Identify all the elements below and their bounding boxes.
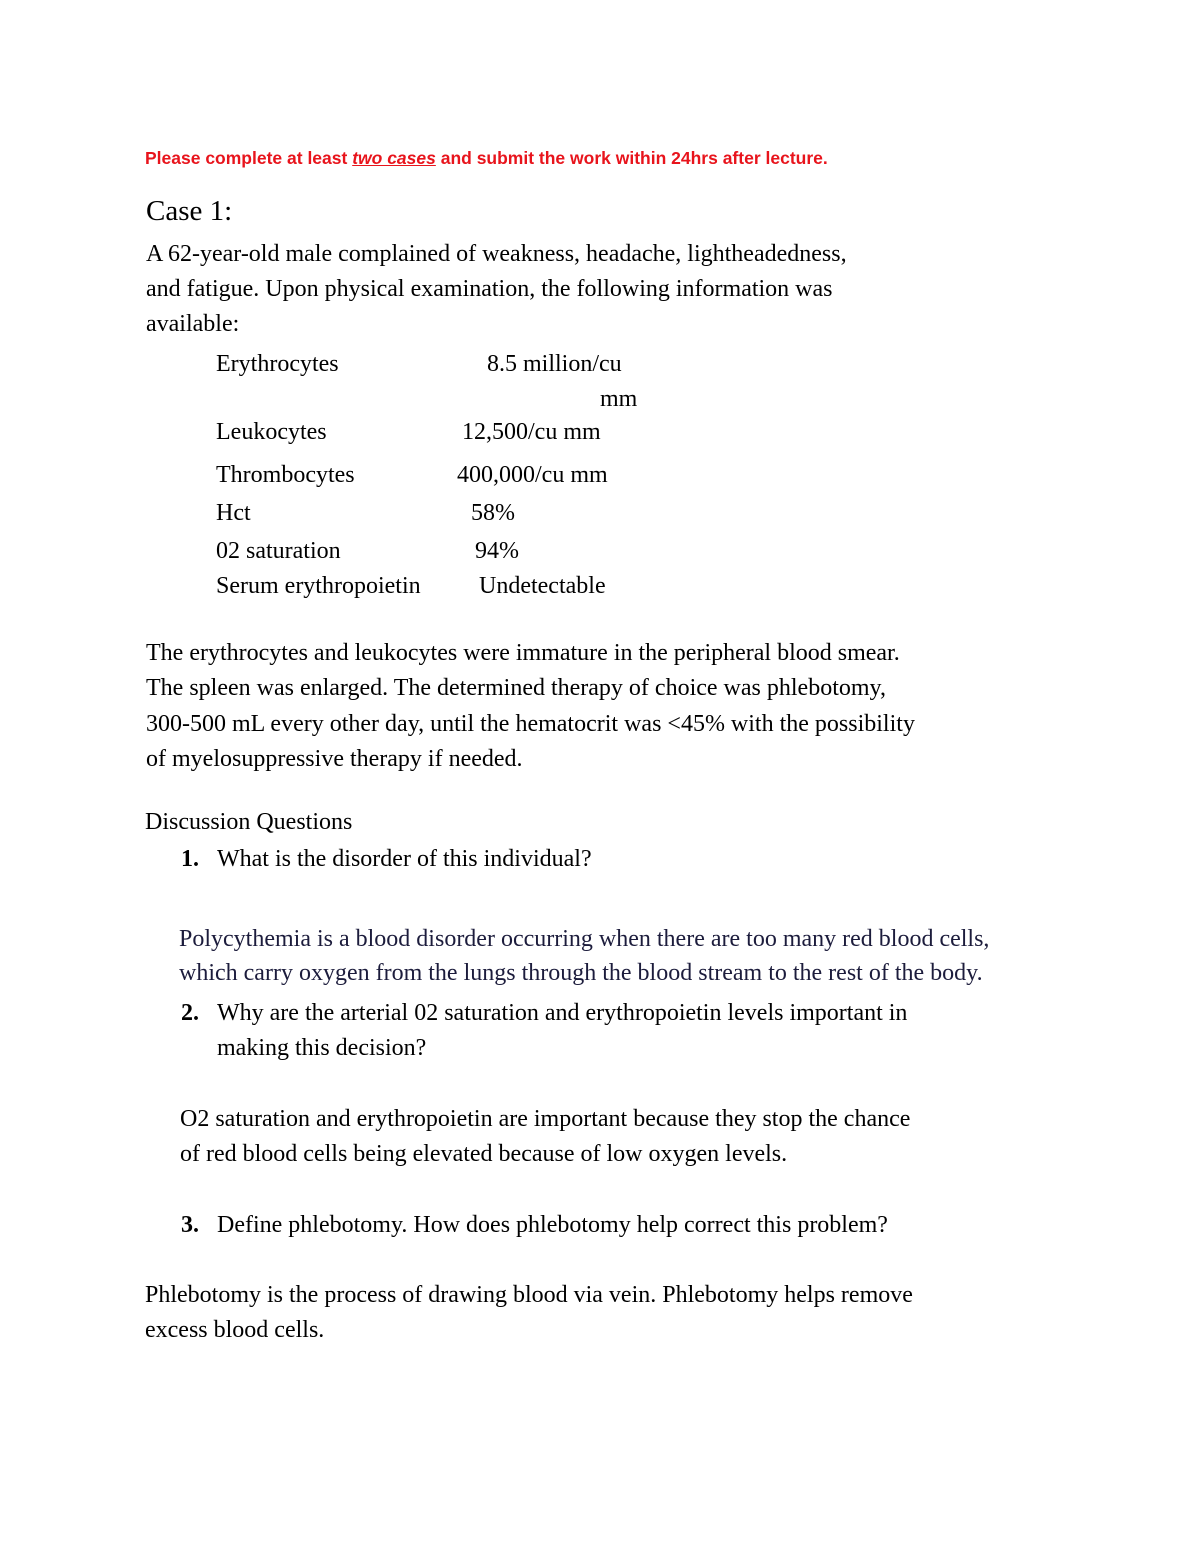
discussion-heading: Discussion Questions — [145, 809, 353, 835]
answer-2-line-2: of red blood cells being elevated because of low oxygen levels. — [180, 1141, 788, 1167]
instruction-note — [145, 146, 828, 170]
question-1-number: 1. — [181, 846, 199, 872]
answer-3-line-2: excess blood cells. — [145, 1317, 325, 1343]
answer-1-line-1: Polycythemia is a blood disorder occurring when there are too many red blood cells, — [179, 926, 990, 952]
lab-name-thrombocytes: Thrombocytes — [216, 462, 355, 488]
lab-name-hct: Hct — [216, 500, 251, 526]
lab-value-thrombocytes: 400,000/cu mm — [457, 462, 608, 488]
lab-name-erythrocytes: Erythrocytes — [216, 351, 339, 377]
lab-name-leukocytes: Leukocytes — [216, 419, 327, 445]
question-2-number: 2. — [181, 1000, 199, 1026]
lab-value-hct: 58% — [471, 500, 515, 526]
lab-name-serum-erythropoietin: Serum erythropoietin — [216, 573, 421, 599]
answer-3-line-1: Phlebotomy is the process of drawing blood via vein. Phlebotomy helps remove — [145, 1282, 913, 1308]
answer-2-line-1: O2 saturation and erythropoietin are important because they stop the chance — [180, 1106, 911, 1132]
lab-name-o2-saturation: 02 saturation — [216, 538, 341, 564]
lab-value-serum-erythropoietin: Undetectable — [479, 573, 606, 599]
lab-value-o2-saturation: 94% — [475, 538, 519, 564]
lab-value-leukocytes: 12,500/cu mm — [462, 419, 601, 445]
question-3-text: Define phlebotomy. How does phlebotomy help correct this problem? — [217, 1212, 888, 1238]
case-intro-line-2: and fatigue. Upon physical examination, the following information was — [146, 276, 833, 302]
findings-line-3: 300-500 mL every other day, until the hematocrit was <45% with the possibility — [146, 711, 915, 737]
case-intro-line-3: available: — [146, 311, 240, 337]
findings-line-1: The erythrocytes and leukocytes were immature in the peripheral blood smear. — [146, 640, 900, 666]
answer-1-line-2: which carry oxygen from the lungs through the blood stream to the rest of the body. — [179, 960, 983, 986]
question-1-text: What is the disorder of this individual? — [217, 846, 592, 872]
case-title: Case 1: — [146, 195, 233, 227]
instruction-text-before: Please complete at least — [145, 148, 353, 168]
instruction-emphasis: two cases — [352, 148, 436, 168]
case-intro-line-1: A 62-year-old male complained of weakness, headache, lightheadedness, — [146, 241, 847, 267]
lab-value-erythrocytes-cont: mm — [600, 386, 638, 412]
question-2-text-line-1: Why are the arterial 02 saturation and erythropoietin levels important in — [217, 1000, 908, 1026]
lab-value-erythrocytes: 8.5 million/cu — [487, 351, 622, 377]
question-2-text-line-2: making this decision? — [217, 1035, 427, 1061]
question-3-number: 3. — [181, 1212, 199, 1238]
findings-line-2: The spleen was enlarged. The determined therapy of choice was phlebotomy, — [146, 675, 886, 701]
findings-line-4: of myelosuppressive therapy if needed. — [146, 746, 523, 772]
instruction-text-after: and submit the work within 24hrs after lecture. — [435, 148, 828, 168]
